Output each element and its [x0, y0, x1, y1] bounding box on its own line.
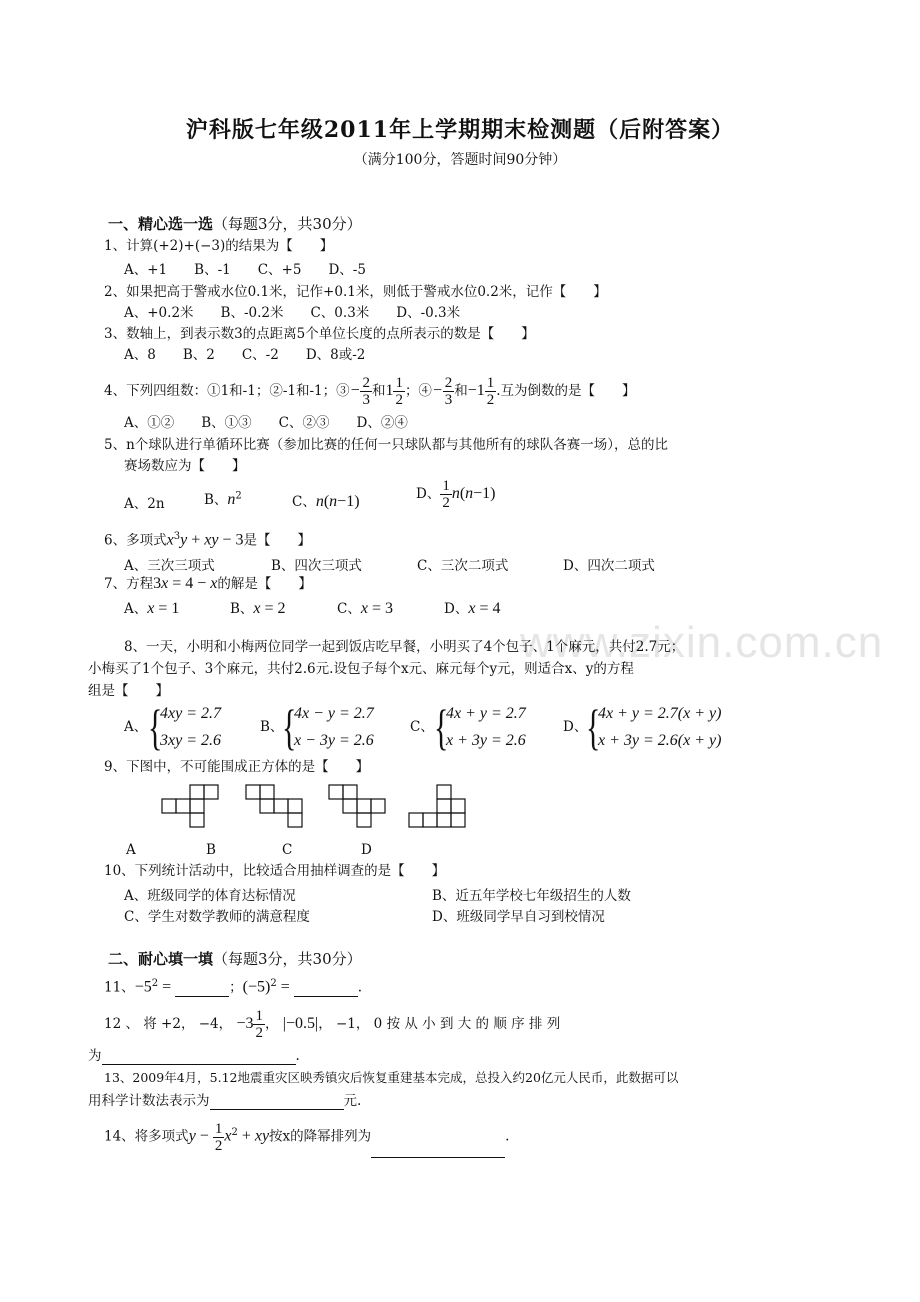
q8-option-d: D、 [563, 719, 588, 735]
q8-stem-3: 组是【 】 [88, 683, 169, 699]
q4-pre: 4、下列四组数：①1和-1；②-1和-1；③ [104, 383, 350, 399]
q13-blank[interactable] [210, 1095, 344, 1110]
q14-stem: 14、将多项式y − $\frac{1}{2}$ $x^2$ + xy按x的降幂排列为 . [104, 1112, 509, 1154]
q8-system-a: { 4xy = 2.7 3xy = 2.6 [148, 699, 221, 755]
q4-options: A、①② B、①③ C、②③ D、②④ [124, 415, 408, 431]
section-1-title: 一、精心选一选 [108, 215, 214, 233]
section-2-title: 二、耐心填一填 [108, 950, 214, 968]
q8-system-b: { 4x − y = 2.7 x − 3y = 2.6 [282, 699, 374, 755]
q11-blank-2[interactable] [294, 982, 358, 997]
q5-option-c: C、n(n−1) [292, 493, 360, 510]
q10-stem: 10、下列统计活动中，比较适合用抽样调查的是【 】 [104, 863, 446, 879]
q1-stem: 1、计算(+2)+(−3)的结果为【 】 [104, 238, 334, 254]
q4-stem: 4、下列四组数：①1和-1；②-1和-1；③− $\frac{2}{3}$ 和1 $\frac{1}{2}$ ；④− $\frac{2}{3}$ 和−1 $\frac{1}{2}$ .互为倒数的是【 】 [104, 375, 636, 408]
q10-option-a: A、班级同学的体育达标情况 [124, 888, 296, 904]
q6-option-c: C、三次二项式 [417, 558, 509, 574]
section-2-heading [108, 948, 362, 969]
q13-line-1: 13、2009年4月，5.12地震重灾区映秀镇灾后恢复重建基本完成，总投入约20亿元人民币，此数据可以 [104, 1070, 679, 1085]
section-2-note: （每题3分，共30分） [213, 950, 362, 968]
q9-net-c [327, 784, 387, 830]
q8-option-b: B、 [260, 719, 284, 735]
q8-stem-1: 8、一天，小明和小梅两位同学一起到饭店吃早餐，小明买了4个包子、1个麻元，共付2.7元； [124, 639, 685, 655]
q3-stem: 3、数轴上，到表示数3的点距离5个单位长度的点所表示的数是【 】 [104, 326, 535, 342]
q5-option-d: D、 $\frac{1}{2}$ n(n−1) [416, 478, 496, 511]
q12-line-2: 为 . [88, 1048, 300, 1064]
section-1-heading [108, 213, 362, 234]
q9-label-a: A [126, 842, 136, 858]
page-title: 沪科版七年级2011年上学期期末检测题（后附答案） [185, 117, 735, 143]
q12-line-1: 12 、 将 +2， −4， −3 $\frac{1}{2}$ ， |−0.5|， −1， 0 按 从 小 到 大 的 顺 序 排 列 [104, 1008, 561, 1041]
q5-option-b: B、$n^2$ [204, 490, 242, 508]
q6-option-d: D、四次二项式 [563, 558, 655, 574]
watermark: www.zixin.com.cn [520, 618, 884, 667]
page-subtitle: （满分100分，答题时间90分钟） [353, 152, 567, 168]
q7-option-c: C、x = 3 [337, 600, 393, 617]
q4-frac-4: $\frac{1}{2}$ [486, 375, 495, 408]
q9-label-c: C [282, 842, 293, 858]
q8-system-d: { 4x + y = 2.7(x + y) x + 3y = 2.6(x + y) [586, 699, 722, 755]
q9-label-b: B [206, 842, 216, 858]
q6-stem: 6、多项式$x^3y$ + xy − 3是【 】 [104, 531, 311, 549]
q9-net-a [160, 784, 220, 830]
q4-frac-2: $\frac{1}{2}$ [395, 375, 403, 408]
q12-blank[interactable] [102, 1050, 296, 1065]
q6-option-b: B、四次三项式 [271, 558, 362, 574]
q8-option-c: C、 [410, 719, 434, 735]
q1-options: A、+1 B、-1 C、+5 D、-5 [124, 262, 366, 278]
q13-line-2: 用科学计数法表示为 元. [88, 1093, 362, 1109]
q10-option-d: D、班级同学早自习到校情况 [432, 909, 605, 925]
q8-system-c: { 4x + y = 2.7 x + 3y = 2.6 [434, 699, 526, 755]
q5-stem-1: 5、n个球队进行单循环比赛（参加比赛的任何一只球队都与其他所有的球队各赛一场），总的比 [104, 437, 669, 453]
q4-frac-1: $\frac{2}{3}$ [362, 375, 370, 408]
q9-stem: 9、下图中，不可能围成正方体的是【 】 [104, 759, 370, 775]
q7-option-d: D、x = 4 [444, 600, 501, 617]
q9-label-d: D [361, 842, 372, 858]
q7-stem: 7、方程3x = 4 − x的解是【 】 [104, 575, 312, 592]
q2-options: A、+0.2米 B、-0.2米 C、0.3米 D、-0.3米 [124, 305, 461, 321]
q11-blank-1[interactable] [175, 982, 229, 997]
q5-stem-2: 赛场数应为【 】 [124, 458, 246, 474]
q14-blank[interactable] [371, 1143, 505, 1158]
q4-post: .互为倒数的是【 】 [496, 383, 636, 399]
q7-option-b: B、x = 2 [230, 600, 286, 617]
q3-options: A、8 B、2 C、-2 D、8或-2 [124, 347, 366, 363]
q10-option-b: B、近五年学校七年级招生的人数 [432, 888, 631, 904]
q7-option-a: A、x = 1 [124, 600, 180, 617]
q4-mid1: 和 [371, 383, 386, 399]
q6-option-a: A、三次三项式 [124, 558, 215, 574]
q5-option-a: A、2n [124, 496, 165, 512]
q11-stem: 11、$-5^2$ = ；$(-5)^2$ = . [104, 978, 363, 996]
q9-net-d [407, 784, 467, 830]
q8-option-a: A、 [124, 719, 148, 735]
q8-stem-2: 小梅买了1个包子、3个麻元，共付2.6元.设包子每个x元、麻元每个y元，则适合x、y的方程 [88, 661, 634, 677]
q4-mid2: ；④ [404, 383, 432, 399]
q2-stem: 2、如果把高于警戒水位0.1米，记作+0.1米，则低于警戒水位0.2米，记作【 】 [104, 284, 607, 300]
q4-frac-3: $\frac{2}{3}$ [444, 375, 453, 408]
q10-option-c: C、学生对数学教师的满意程度 [124, 909, 310, 925]
section-1-note: （每题3分，共30分） [213, 215, 362, 233]
q4-mid3: 和 [454, 383, 468, 399]
q9-net-b [244, 784, 304, 830]
